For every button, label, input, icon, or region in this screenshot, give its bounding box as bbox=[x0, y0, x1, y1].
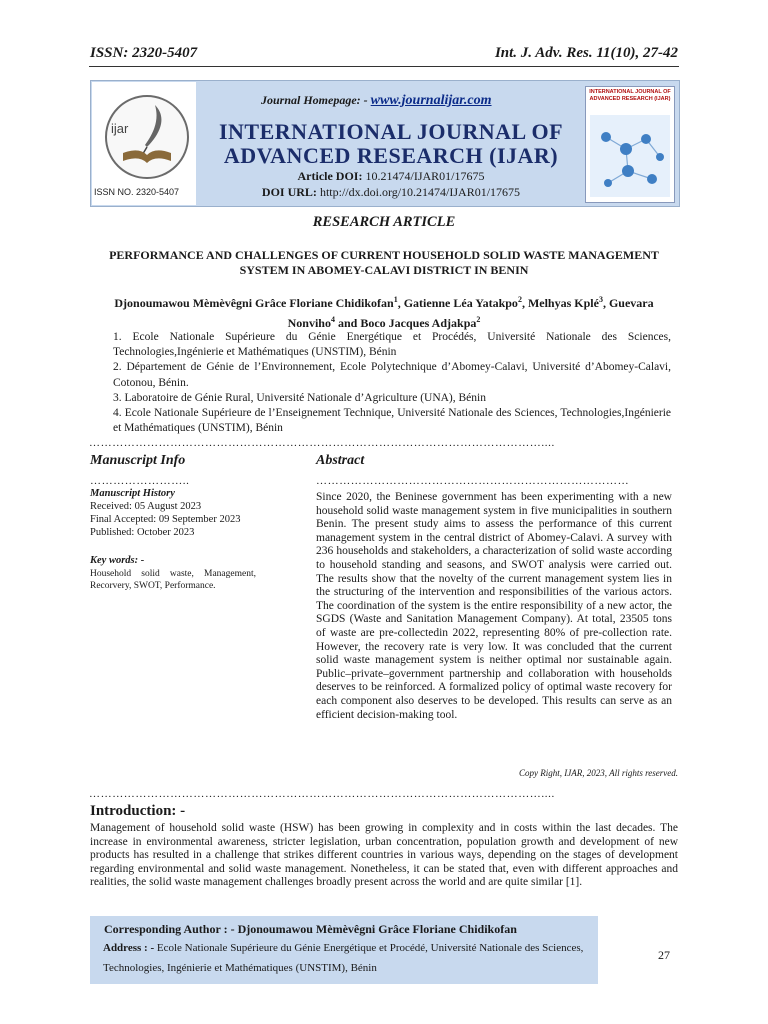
corresponding-author: Corresponding Author : - Djonoumawou Mèmèvêgni Grâce Floriane Chidikofan bbox=[104, 922, 517, 936]
journal-citation: Int. J. Adv. Res. 11(10), 27-42 bbox=[494, 45, 678, 61]
journal-cover-thumbnail bbox=[585, 86, 675, 203]
homepage-link[interactable]: www.journalijar.com bbox=[370, 93, 492, 108]
accepted-date: Final Accepted: 09 September 2023 bbox=[90, 514, 241, 525]
affiliation-4: 4. Ecole Nationale Supérieure de l’Enseignement Technique, Université Nationale des Sciences, Technologies,Ingénierie et Mathématiques (UNSTIM), Bénin bbox=[113, 407, 671, 435]
received-date: Received: 05 August 2023 bbox=[90, 501, 202, 512]
cover-title: INTERNATIONAL JOURNAL OF ADVANCED RESEARCH (IJAR) bbox=[589, 89, 671, 102]
doi-url-label: DOI URL: bbox=[261, 185, 317, 199]
logo-text: ijar bbox=[111, 121, 129, 136]
author-separator: , bbox=[521, 296, 528, 310]
author-name: Boco Jacques Adjakpa bbox=[360, 315, 477, 330]
doi-value: 10.21474/IJAR01/17675 bbox=[365, 169, 485, 183]
affiliation-3: 3. Laboratoire de Génie Rural, Université Nationale d’Agriculture (UNA), Bénin bbox=[113, 391, 486, 404]
affiliation-2: 2. Département de Génie de l’Environnement, Ecole Polytechnique d’Abomey-Calavi, Université d’Abomey-Calavi, Cotonou, Bénin. bbox=[113, 361, 671, 389]
logo-emblem bbox=[105, 95, 189, 179]
author-name: Gatienne Léa Yatakpo bbox=[403, 296, 518, 310]
abstract-text: Since 2020, the Beninese government has been experimenting with a new household solid waste management system in five municipalities in southern Benin. The present study aims to assess the performance of this current management system in the central district of Abomey-Calavi. A survey with 236 households and stakeholders, a characterization of solid waste according to household standing and seasons, and SWOT analysis were carried out. The results show that the novelty of the current management system lies in the structuring of the intervention and responsibilities of the various actors. The coordination of the system is the entire responsibility of a new actor, the SGDS (Waste and Sanitation Management Company). At total, 23505 tons of waste are pre-collectedin 2022, representing 80% of pre-collection rate. However, the recovery rate is very low. It was concluded that the current solid waste management system is neither optimal nor sustainable again. Public–private–government partnership and collaboration with households deserves to be reinforced. A formalized policy of optimal waste recovery for each component also deserves to be developed. This results can serve as an efficient decision-making tool. bbox=[316, 491, 672, 721]
author-affiliation-mark: 2 bbox=[517, 295, 522, 304]
doi-url-link[interactable]: http://dx.doi.org/10.21474/IJAR01/17675 bbox=[319, 185, 521, 199]
doi-label: Article DOI: bbox=[297, 169, 363, 183]
corresponding-author-box bbox=[90, 916, 598, 984]
paper-title: PERFORMANCE AND CHALLENGES OF CURRENT HOUSEHOLD SOLID WASTE MANAGEMENT SYSTEM IN ABOMEY-CALAVI DISTRICT IN BENIN bbox=[109, 248, 659, 277]
molecule-illustration bbox=[586, 87, 674, 202]
author-separator: , bbox=[397, 296, 404, 310]
address-label: Address : - bbox=[103, 942, 157, 954]
author-separator: , bbox=[602, 296, 609, 310]
dotted-separator-abstract: ……………………………………………………………………… bbox=[316, 476, 630, 486]
journal-title-line2: ADVANCED RESEARCH (IJAR) bbox=[223, 143, 559, 168]
ijar-logo bbox=[92, 82, 196, 205]
article-type: RESEARCH ARTICLE bbox=[312, 214, 456, 230]
issn-header: ISSN: 2320-5407 bbox=[90, 45, 198, 61]
corresponding-address bbox=[103, 938, 597, 978]
introduction-heading: Introduction: - bbox=[90, 803, 186, 819]
author-affiliation-mark: 4 bbox=[330, 314, 335, 324]
author-list bbox=[90, 292, 678, 331]
author-affiliation-mark: 2 bbox=[476, 314, 481, 324]
author-affiliation-mark: 1 bbox=[393, 295, 398, 304]
logo-issn: ISSN NO. 2320-5407 bbox=[94, 187, 180, 197]
page-number: 27 bbox=[658, 948, 670, 962]
author-name: Djonoumawou Mèmèvêgni Grâce Floriane Chidikofan bbox=[114, 296, 394, 310]
author-name: Melhyas Kplé bbox=[527, 296, 599, 310]
abstract-heading: Abstract bbox=[316, 453, 365, 468]
introduction-text: Management of household solid waste (HSW) has been growing in complexity and in costs within the last decades. The increase in environmental awareness, stricter legislation, urban concentration, population growth and development of new products has resulted in a challenge that strikes different countries in various ways, depending on the stages of development regarding environmental and solid waste management. Nonetheless, it can be stated that, even with different approaches and realities, the solid waste management challenges broadly present across the world and are quite similar [1]. bbox=[90, 822, 678, 889]
published-date: Published: October 2023 bbox=[90, 527, 195, 538]
journal-homepage bbox=[261, 93, 492, 109]
homepage-label: Journal Homepage: - bbox=[261, 93, 371, 107]
dotted-separator: ……………………………………………………………………………………………………….... bbox=[89, 789, 555, 799]
article-doi bbox=[211, 169, 571, 184]
author-affiliation-mark: 3 bbox=[598, 295, 603, 304]
address-text: Ecole Nationale Supérieure du Génie Energétique et Procédé, Université Nationale des Sciences, Technologies, Ingénierie et Mathématiques (UNSTIM), Bénin bbox=[103, 942, 584, 974]
journal-banner bbox=[90, 80, 680, 207]
header-rule bbox=[89, 66, 679, 67]
journal-title-line1: INTERNATIONAL JOURNAL OF bbox=[218, 119, 564, 144]
affiliation-1: 1. Ecole Nationale Supérieure du Génie Energétique et Procédés, Université Nationale des Sciences, Technologies,Ingénierie et Mathématiques (UNSTIM), Bénin bbox=[113, 331, 671, 359]
author-separator: and bbox=[334, 315, 361, 330]
doi-url bbox=[211, 185, 571, 200]
author-name: Guevara Nonviho bbox=[287, 296, 654, 330]
manuscript-history-heading: Manuscript History bbox=[90, 488, 175, 499]
quill-book-icon bbox=[107, 97, 187, 177]
keywords-heading: Key words: - bbox=[90, 555, 145, 566]
affiliations bbox=[113, 330, 671, 436]
dotted-separator-short: …………………….. bbox=[90, 476, 190, 486]
keywords: Household solid waste, Management, Recorvery, SWOT, Performance. bbox=[90, 569, 256, 591]
manuscript-info-heading: Manuscript Info bbox=[90, 453, 186, 468]
copyright-notice: Copy Right, IJAR, 2023, All rights reserved. bbox=[519, 768, 678, 778]
dotted-separator: ……………………………………………………………………………………………………….... bbox=[89, 438, 555, 448]
